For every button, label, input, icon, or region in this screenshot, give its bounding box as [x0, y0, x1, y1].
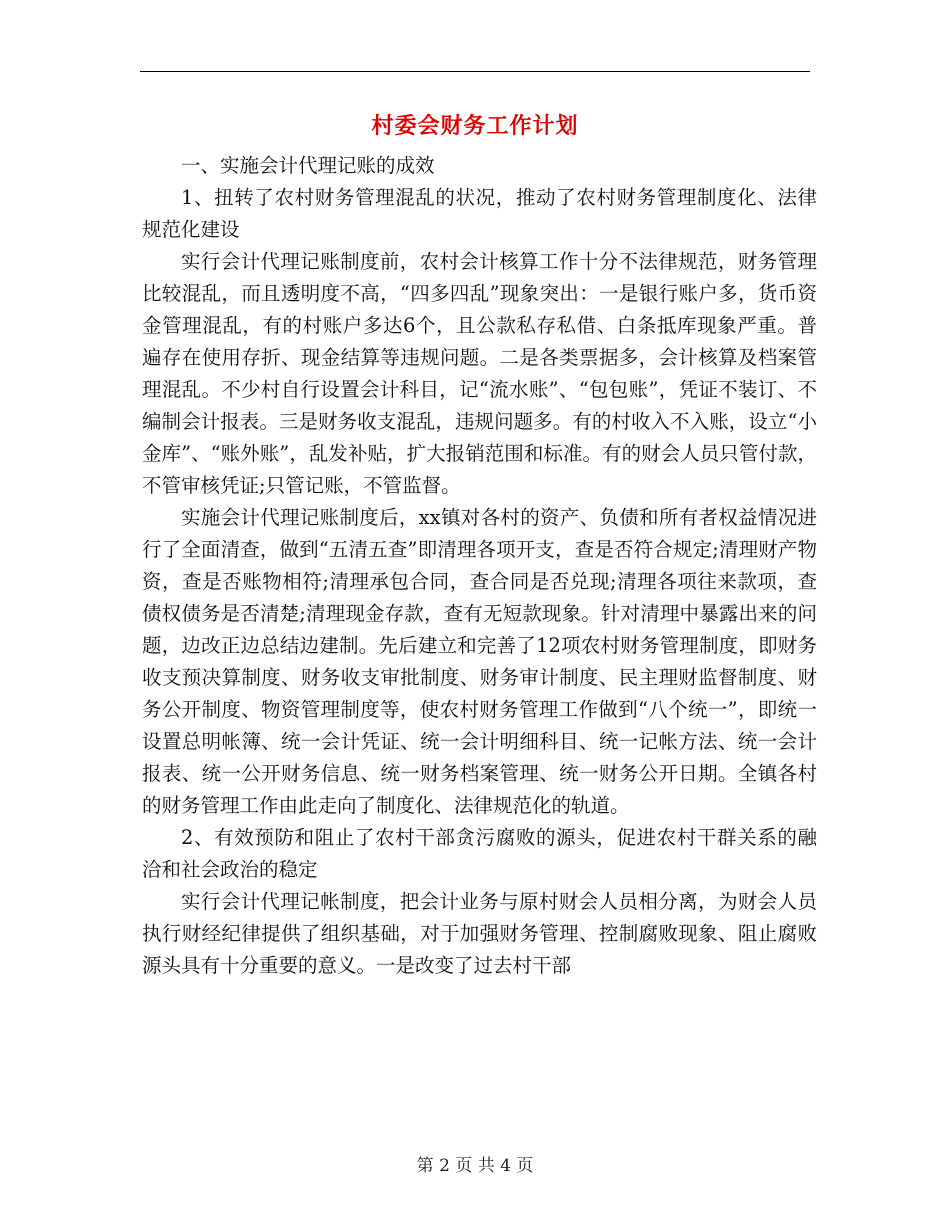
subsection-heading-2: 2、有效预防和阻止了农村干部贪污腐败的源头，促进农村干群关系的融洽和社会政治的稳定 — [142, 826, 817, 881]
page-footer: 第 2 页 共 4 页 — [416, 1156, 534, 1176]
document-body — [142, 150, 817, 982]
body-paragraph-1: 实行会计代理记账制度前，农村会计核算工作十分不法律规范，财务管理比较混乱，而且透明度不高，“四多四乱”现象突出：一是银行账户多，货币资金管理混乱，有的村账户多达6个，且公款私存私借、白条抵库现象严重。普遍存在使用存折、现金结算等违规问题。二是各类票据多，会计核算及档案管理混乱。不少村自行设置会计科目，记“流水账”、“包包账”，凭证不装订、不编制会计报表。三是财务收支混乱，违规问题多。有的村收入不入账，设立“小金库”、“账外账”，乱发补贴，扩大报销范围和标准。有的财会人员只管付款，不管审核凭证;只管记账，不管监督。 — [142, 250, 817, 497]
document-title: 村委会财务工作计划 — [371, 113, 579, 139]
section-heading: 一、实施会计代理记账的成效 — [181, 154, 435, 177]
subsection-heading-1: 1、扭转了农村财务管理混乱的状况，推动了农村财务管理制度化、法律规范化建设 — [142, 186, 817, 241]
body-paragraph-3: 实行会计代理记帐制度，把会计业务与原村财会人员相分离，为财会人员执行财经纪律提供了组织基础，对于加强财务管理、控制腐败现象、阻止腐败源头具有十分重要的意义。一是改变了过去村干部 — [142, 890, 817, 977]
body-paragraph-2: 实施会计代理记账制度后，xx镇对各村的资产、负债和所有者权益情况进行了全面清查，做到“五清五查”即清理各项开支，查是否符合规定;清理财产物资，查是否账物相符;清理承包合同，查合同是否兑现;清理各项往来款项，查债权债务是否清楚;清理现金存款，查有无短款现象。针对清理中暴露出来的问题，边改正边总结边建制。先后建立和完善了12项农村财务管理制度，即财务收支预决算制度、财务收支审批制度、财务审计制度、民主理财监督制度、财务公开制度、物资管理制度等，使农村财务管理工作做到“八个统一”，即统一设置总明帐簿、统一会计凭证、统一会计明细科目、统一记帐方法、统一会计报表、统一公开财务信息、统一财务档案管理、统一财务公开日期。全镇各村的财务管理工作由此走向了制度化、法律规范化的轨道。 — [142, 506, 817, 817]
header-rule — [140, 71, 810, 72]
